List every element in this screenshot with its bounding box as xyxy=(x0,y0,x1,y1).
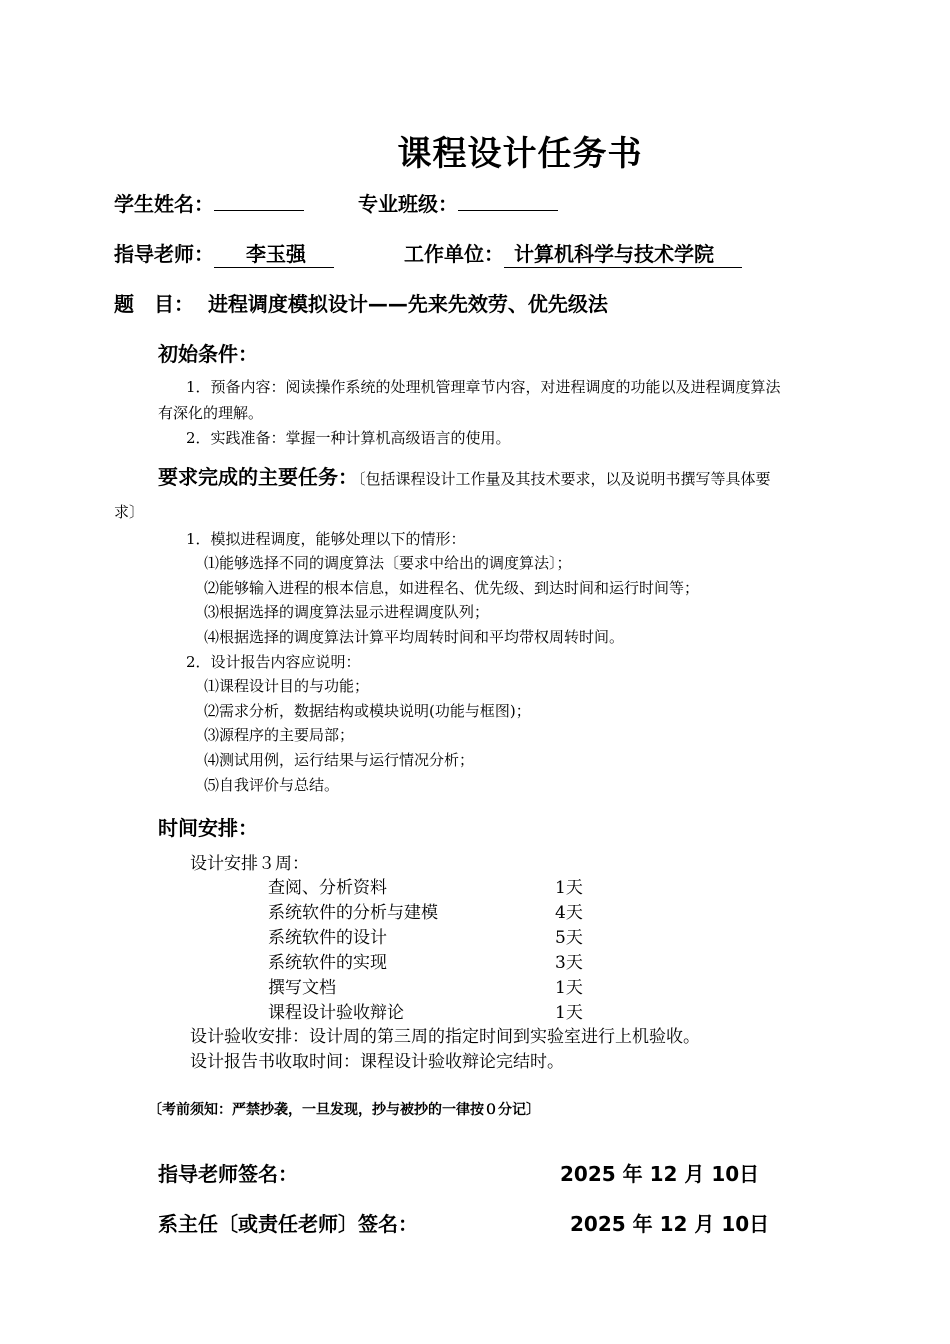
task-sub-1-2: ⑵能够输入进程的根本信息，如进程名、优先级、到达时间和运行时间等； xyxy=(204,579,700,597)
schedule-task-4: 系统软件的实现 xyxy=(268,953,387,973)
task-item-2: 2．设计报告内容应说明： xyxy=(186,653,361,671)
task-sub-2-2: ⑵需求分析，数据结构或模块说明(功能与框图)； xyxy=(204,702,531,720)
work-unit-label: 工作单位： xyxy=(404,242,504,266)
schedule-task-1: 查阅、分析资料 xyxy=(268,878,387,898)
tasks-note: 〔包括课程设计工作量及其技术要求，以及说明书撰写等具体要 xyxy=(358,470,771,488)
task-sub-2-5: ⑸自我评价与总结。 xyxy=(204,776,340,794)
acceptance-arrangement: 设计验收安排：设计周的第三周的指定时间到实验室进行上机验收。 xyxy=(190,1027,700,1047)
student-name-blank xyxy=(214,190,304,211)
task-sub-2-3: ⑶源程序的主要局部； xyxy=(204,726,355,744)
schedule-intro: 设计安排３周： xyxy=(190,854,309,874)
teacher-row xyxy=(114,238,334,268)
schedule-task-5: 撰写文档 xyxy=(268,978,336,998)
schedule-task-3: 系统软件的设计 xyxy=(268,928,387,948)
head-signature-date: 2025 年 12 月 10日 xyxy=(570,1212,770,1236)
tasks-heading-row xyxy=(158,461,771,490)
teacher-label: 指导老师： xyxy=(114,242,214,266)
topic-label: 题 目： xyxy=(114,292,194,316)
teacher-signature-label: 指导老师签名： xyxy=(158,1162,298,1186)
schedule-task-2: 系统软件的分析与建模 xyxy=(268,903,438,923)
task-sub-2-4: ⑷测试用例，运行结果与运行情况分析； xyxy=(204,751,475,769)
tasks-heading: 要求完成的主要任务： xyxy=(158,465,358,489)
class-blank xyxy=(458,190,558,211)
work-unit-row xyxy=(404,238,742,268)
report-collection-time: 设计报告书收取时间：课程设计验收辩论完结时。 xyxy=(190,1052,564,1072)
initial-item-1: 1．预备内容：阅读操作系统的处理机管理章节内容，对进程调度的功能以及进程调度算法 xyxy=(186,378,781,396)
schedule-dur-4: 3天 xyxy=(555,953,583,973)
tasks-note-cont: 求〕 xyxy=(114,503,145,521)
work-unit-value: 计算机科学与技术学院 xyxy=(504,238,742,268)
schedule-dur-2: 4天 xyxy=(555,903,583,923)
teacher-signature-date: 2025 年 12 月 10日 xyxy=(560,1162,760,1186)
page-title: 课程设计任务书 xyxy=(397,134,643,174)
schedule-heading: 时间安排： xyxy=(158,816,258,840)
student-name-row xyxy=(114,188,304,217)
schedule-dur-1: 1天 xyxy=(555,878,583,898)
notice: 〔考前须知：严禁抄袭，一旦发现，抄与被抄的一律按０分记〕 xyxy=(148,1102,540,1118)
initial-item-2: 2．实践准备：掌握一种计算机高级语言的使用。 xyxy=(186,429,511,447)
task-sub-1-4: ⑷根据选择的调度算法计算平均周转时间和平均带权周转时间。 xyxy=(204,628,625,646)
schedule-task-6: 课程设计验收辩论 xyxy=(268,1003,404,1023)
schedule-dur-6: 1天 xyxy=(555,1003,583,1023)
task-item-1: 1．模拟进程调度，能够处理以下的情形： xyxy=(186,530,466,548)
schedule-dur-5: 1天 xyxy=(555,978,583,998)
initial-heading: 初始条件： xyxy=(158,342,258,366)
class-row xyxy=(358,188,558,217)
topic-value: 进程调度模拟设计——先来先效劳、优先级法 xyxy=(207,292,608,316)
task-sub-1-1: ⑴能够选择不同的调度算法〔要求中给出的调度算法〕； xyxy=(204,554,572,572)
teacher-name: 李玉强 xyxy=(214,238,334,268)
head-signature-label: 系主任〔或责任老师〕签名： xyxy=(158,1212,418,1236)
task-sub-1-3: ⑶根据选择的调度算法显示进程调度队列； xyxy=(204,603,490,621)
task-sub-2-1: ⑴课程设计目的与功能； xyxy=(204,677,370,695)
initial-item-1-cont: 有深化的理解。 xyxy=(158,404,264,422)
topic-row xyxy=(114,288,608,317)
class-label: 专业班级： xyxy=(358,192,458,216)
student-name-label: 学生姓名： xyxy=(114,192,214,216)
schedule-dur-3: 5天 xyxy=(555,928,583,948)
